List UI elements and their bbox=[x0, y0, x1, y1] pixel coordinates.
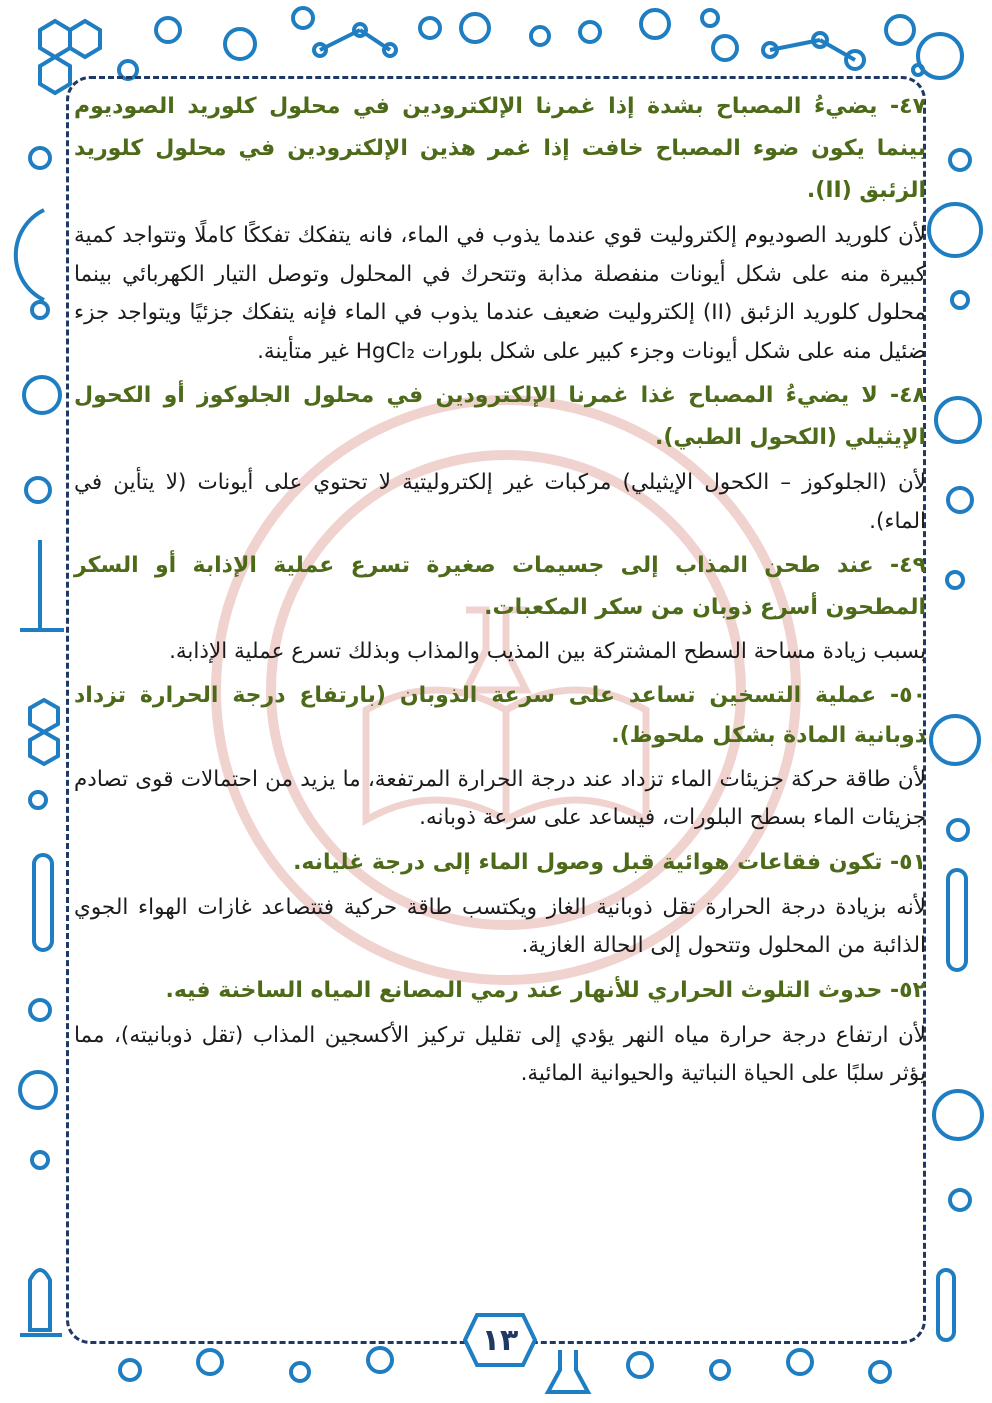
answer-47: لأن كلوريد الصوديوم إلكتروليت قوي عندما يذوب في الماء، فانه يتفكك تفككًا كاملًا وتتواجد كمية كبيرة منه على شكل أيونات منفصلة مذابة وتتحرك في المحلول وتوصل التيار الكهربائي بينما محلول كلوريد الزئبق (II) إلكتروليت ضعيف عندما يذوب في الماء فإنه يتفكك جزئيًا ويتواجد جزء ضئيل منه على شكل أيونات وجزء كبير على شكل بلورات HgCl₂ غير متأينة. bbox=[74, 223, 926, 364]
answer-51: لأنه بزيادة درجة الحرارة تقل ذوبانية الغاز ويكتسب طاقة حركية فتتصاعد غازات الهواء الجوي الذائبة من المحلول وتتحول إلى الحالة الغازية. bbox=[74, 894, 926, 958]
question-47: ٤٧- يضيءُ المصباح بشدة إذا غمرنا الإلكترودين في محلول كلوريد الصوديوم بينما يكون ضوء المصباح خافت إذا غمر هذين الإلكترودين في محلول كلوريد الزئبق (II). bbox=[74, 94, 926, 203]
gear-icon bbox=[929, 204, 981, 256]
atom-icon bbox=[24, 377, 60, 413]
answer-49: بسبب زيادة مساحة السطح المشتركة بين المذيب والمذاب وبذلك تسرع عملية الإذابة. bbox=[169, 639, 926, 664]
atom-icon bbox=[931, 716, 979, 764]
answer-52: لأن ارتفاع درجة حرارة مياه النهر يؤدي إلى تقليل تركيز الأكسجين المذاب (تقل ذوبانيته)، مما يؤثر سلبًا على الحياة النباتية والحيوانية المائية. bbox=[74, 1022, 926, 1086]
lab-stand-icon bbox=[20, 540, 64, 630]
flask-icon bbox=[548, 1350, 588, 1392]
answer-50: لأن طاقة حركة جزيئات الماء تزداد عند درجة الحرارة المرتفعة، ما يزيد من احتمالات قوى تصادم جزيئات الماء بسطح البلورات، فيساعد على سرعة ذوبانه. bbox=[74, 766, 926, 830]
gear-icon bbox=[936, 398, 980, 442]
molecule-icon bbox=[763, 33, 864, 69]
questions-list bbox=[74, 86, 926, 1098]
question-48: ٤٨- لا يضيءُ المصباح غذا غمرنا الإلكترودين في محلول الجلوكوز أو الكحول الإيثيلي (الكحول الطبي). bbox=[74, 383, 926, 450]
answer-48: لأن (الجلوكوز – الكحول الإيثيلي) مركبات غير إلكتروليتية لا تحتوي على أيونات (لا يتأين في الماء). bbox=[74, 470, 926, 534]
atom-icon bbox=[20, 1072, 56, 1108]
question-51: ٥١- تكون فقاعات هوائية قبل وصول الماء إلى درجة غليانه. bbox=[293, 849, 926, 875]
test-tube-icon bbox=[948, 870, 966, 970]
test-tube-icon bbox=[34, 855, 52, 950]
page-number-badge bbox=[463, 1312, 537, 1368]
cycle-arrow-icon bbox=[16, 210, 44, 300]
hexagon-molecule-icon bbox=[30, 700, 58, 764]
gear-icon bbox=[934, 1091, 982, 1139]
question-52: ٥٢- حدوث التلوث الحراري للأنهار عند رمي المصانع المياه الساخنة فيه. bbox=[165, 977, 926, 1003]
test-tube-icon bbox=[938, 1270, 954, 1340]
oil-lamp-icon bbox=[20, 1270, 62, 1335]
page-number: ١٣ bbox=[481, 1322, 519, 1358]
question-49: ٤٩- عند طحن المذاب إلى جسيمات صغيرة تسرع عملية الإذابة أو السكر المطحون أسرع ذوبان من سكر المكعبات. bbox=[74, 553, 926, 620]
molecule-icon bbox=[314, 24, 396, 56]
circle-icon bbox=[156, 18, 180, 42]
question-50: ٥٠- عملية التسخين تساعد على سرعة الذوبان (بارتفاع درجة الحرارة تزداد ذوبانية المادة بشكل ملحوظ). bbox=[74, 682, 926, 748]
